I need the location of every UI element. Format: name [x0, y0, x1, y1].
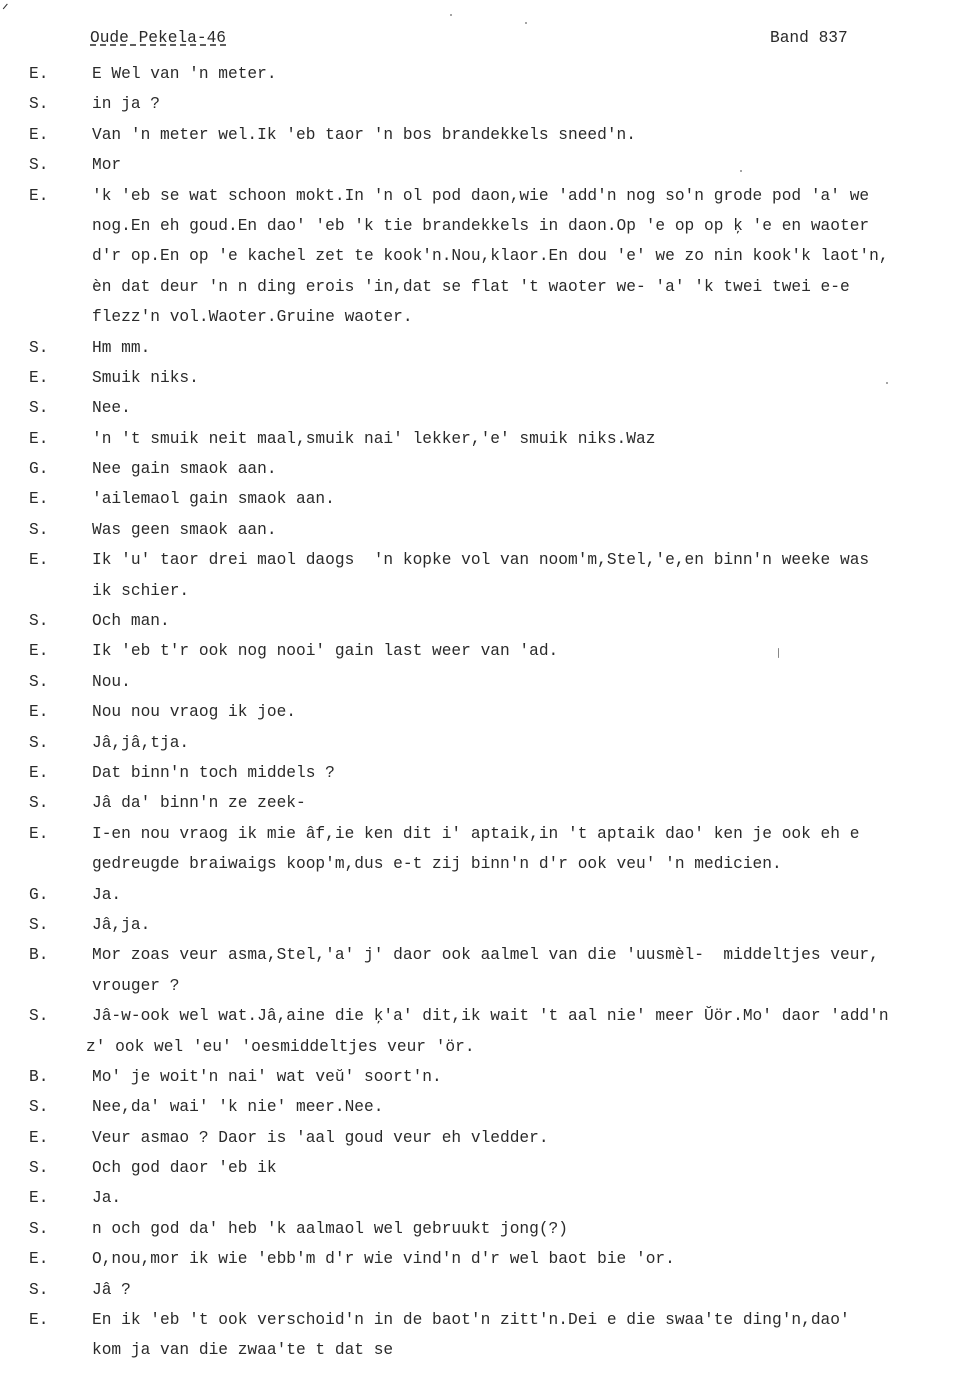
utterance-text: Mor [92, 156, 122, 175]
transcript-line [0, 819, 973, 849]
utterance-text: Jâ-w-ook wel wat.Jâ,aine die ķ'a' dit,ik wait 't aal nie' meer Ŭör.Mo' daor 'add'n [92, 1007, 889, 1026]
transcript-line [0, 788, 973, 818]
band-number: Band 837 [770, 29, 848, 47]
transcript-line [0, 89, 973, 119]
transcript-line [0, 1183, 973, 1213]
utterance-text: Nee gain smaok aan. [92, 460, 277, 479]
speaker-label: S. [29, 520, 49, 539]
utterance-text: nog.En eh goud.En dao' 'eb 'k tie brandekkels in daon.Op 'e op op ķ 'e en waoter [92, 216, 870, 235]
transcript-line [0, 910, 973, 940]
speaker-label: S. [29, 794, 49, 813]
transcript-line [0, 181, 973, 211]
page-title: Oude Pekela-46 [90, 29, 226, 47]
utterance-text: Jâ,jâ,tja. [92, 733, 190, 752]
speaker-label: S. [29, 1007, 49, 1026]
transcript-line [0, 363, 973, 393]
transcript-line [0, 302, 973, 332]
speaker-label: S. [29, 1159, 49, 1178]
transcript-line [0, 1214, 973, 1244]
utterance-text: Was geen smaok aan. [92, 520, 277, 539]
utterance-text: z' ook wel 'eu' 'oesmiddeltjes veur 'ör. [86, 1037, 475, 1056]
utterance-text: ik schier. [92, 581, 190, 600]
utterance-text: 'k 'eb se wat schoon mokt.In 'n ol pod daon,wie 'add'n nog so'n grode pod 'a' we [92, 186, 870, 205]
speaker-label: S. [29, 1098, 49, 1117]
paper-speck [778, 648, 779, 658]
utterance-text: Ik 'u' taor drei maol daogs 'n kopke vol van noom'm,Stel,'e,en binn'n weeke was [92, 551, 870, 570]
utterance-text: vrouger ? [92, 976, 180, 995]
speaker-label: S. [29, 95, 49, 114]
utterance-text: I-en nou vraog ik mie âf,ie ken dit i' aptaik,in 't aptaik dao' ken je ook eh e [92, 824, 860, 843]
transcript-line [0, 758, 973, 788]
utterance-text: Jâ,ja. [92, 915, 151, 934]
speaker-label: E. [29, 186, 49, 205]
utterance-text: Jâ ? [92, 1280, 131, 1299]
speaker-label: E. [29, 490, 49, 509]
utterance-text: En ik 'eb 't ook verschoid'n in de baot'n zitt'n.Dei e die swaa'te ding'n,dao' [92, 1311, 850, 1330]
utterance-text: in ja ? [92, 95, 160, 114]
utterance-text: Ja. [92, 885, 122, 904]
utterance-text: 'ailemaol gain smaok aan. [92, 490, 335, 509]
transcript-line [0, 59, 973, 89]
utterance-text: Smuik niks. [92, 368, 199, 387]
speaker-label: E. [29, 65, 49, 83]
utterance-text: O,nou,mor ik wie 'ebb'm d'r wie vind'n d'r wel baot bie 'or. [92, 1250, 675, 1269]
utterance-text: Jâ da' binn'n ze zeek- [92, 794, 306, 813]
transcript-line [0, 1305, 973, 1335]
utterance-text: gedreugde braiwaigs koop'm,dus e-t zij binn'n d'r ook veu' 'n medicien. [92, 855, 782, 874]
speaker-label: E. [29, 429, 49, 448]
speaker-label: B. [29, 946, 49, 965]
transcript-line [0, 971, 973, 1001]
transcript-line [0, 606, 973, 636]
speaker-label: S. [29, 733, 49, 752]
speaker-label: S. [29, 1219, 49, 1238]
transcript-line [0, 849, 973, 879]
utterance-text: Nee,da' wai' 'k nie' meer.Nee. [92, 1098, 384, 1117]
speaker-label: S. [29, 612, 49, 631]
utterance-text: Ja. [92, 1189, 122, 1208]
transcript-line [0, 545, 973, 575]
transcript-line [0, 697, 973, 727]
utterance-text: Ik 'eb t'r ook nog nooi' gain last weer van 'ad. [92, 642, 559, 661]
transcript-line [0, 1062, 973, 1092]
transcript-line [0, 636, 973, 666]
speaker-label: E. [29, 1189, 49, 1208]
speaker-label: E. [29, 642, 49, 661]
paper-speck [450, 14, 452, 16]
transcript-line [0, 1275, 973, 1305]
utterance-text: Veur asmao ? Daor is 'aal goud veur eh vledder. [92, 1128, 549, 1147]
transcript-line [0, 515, 973, 545]
transcript-line [0, 454, 973, 484]
transcript-line [0, 211, 973, 241]
speaker-label: S. [29, 338, 49, 357]
utterance-text: Nou nou vraog ik joe. [92, 703, 296, 722]
utterance-text: n och god da' heb 'k aalmaol wel gebruukt jong(?) [92, 1219, 568, 1238]
paper-speck [886, 382, 888, 384]
speaker-label: E. [29, 824, 49, 843]
transcript-line [0, 120, 973, 150]
speaker-label: S. [29, 156, 49, 175]
transcript-line [0, 333, 973, 363]
transcript-line [0, 272, 973, 302]
utterance-text: Dat binn'n toch middels ? [92, 763, 335, 782]
transcript-line [0, 880, 973, 910]
transcript-line [0, 1032, 973, 1062]
utterance-text: E Wel van 'n meter. [92, 65, 277, 83]
speaker-label: S. [29, 399, 49, 418]
utterance-text: Mo' je woit'n nai' wat veŭ' soort'n. [92, 1067, 442, 1086]
transcript-line [0, 1335, 973, 1365]
speaker-label: E. [29, 125, 49, 144]
transcript-line [0, 150, 973, 180]
transcript-line [0, 1001, 973, 1031]
speaker-label: S. [29, 672, 49, 691]
utterance-text: Och god daor 'eb ik [92, 1159, 277, 1178]
utterance-text: 'n 't smuik neit maal,smuik nai' lekker,'e' smuik niks.Waz [92, 429, 656, 448]
transcript-line [0, 393, 973, 423]
utterance-text: Och man. [92, 612, 170, 631]
speaker-label: E. [29, 551, 49, 570]
utterance-text: flezz'n vol.Waoter.Gruine waoter. [92, 308, 413, 327]
utterance-text: Nee. [92, 399, 131, 418]
utterance-text: èn dat deur 'n n ding erois 'in,dat se flat 't waoter we- 'a' 'k twei twei e-e [92, 277, 850, 296]
transcript-line [0, 1123, 973, 1153]
utterance-text: kom ja van die zwaa'te t dat se [92, 1341, 394, 1360]
transcript-line [0, 1092, 973, 1122]
transcript-line [0, 484, 973, 514]
transcript-line [0, 728, 973, 758]
utterance-text: d'r op.En op 'e kachel zet te kook'n.Nou,klaor.En dou 'e' we zo nin kook'k laot'n, [92, 247, 889, 266]
speaker-label: B. [29, 1067, 49, 1086]
utterance-text: Nou. [92, 672, 131, 691]
speaker-label: E. [29, 1128, 49, 1147]
transcript-line [0, 1244, 973, 1274]
transcript-line [0, 1153, 973, 1183]
speaker-label: S. [29, 1280, 49, 1299]
paper-speck [525, 22, 527, 24]
speaker-label: E. [29, 368, 49, 387]
transcript-body [0, 59, 973, 1366]
transcript-line [0, 667, 973, 697]
speaker-label: E. [29, 1311, 49, 1330]
speaker-label: E. [29, 1250, 49, 1269]
transcript-line [0, 576, 973, 606]
utterance-text: Hm mm. [92, 338, 151, 357]
utterance-text: Van 'n meter wel.Ik 'eb taor 'n bos brandekkels sneed'n. [92, 125, 636, 144]
speaker-label: S. [29, 915, 49, 934]
speaker-label: E. [29, 763, 49, 782]
transcript-line [0, 940, 973, 970]
utterance-text: Mor zoas veur asma,Stel,'a' j' daor ook aalmel van die 'uusmèl- middeltjes veur, [92, 946, 879, 965]
speaker-label: G. [29, 460, 49, 479]
paper-speck [740, 170, 742, 172]
corner-mark: ᐟ [2, 2, 9, 20]
transcript-line [0, 424, 973, 454]
speaker-label: G. [29, 885, 49, 904]
transcript-line [0, 241, 973, 271]
speaker-label: E. [29, 703, 49, 722]
